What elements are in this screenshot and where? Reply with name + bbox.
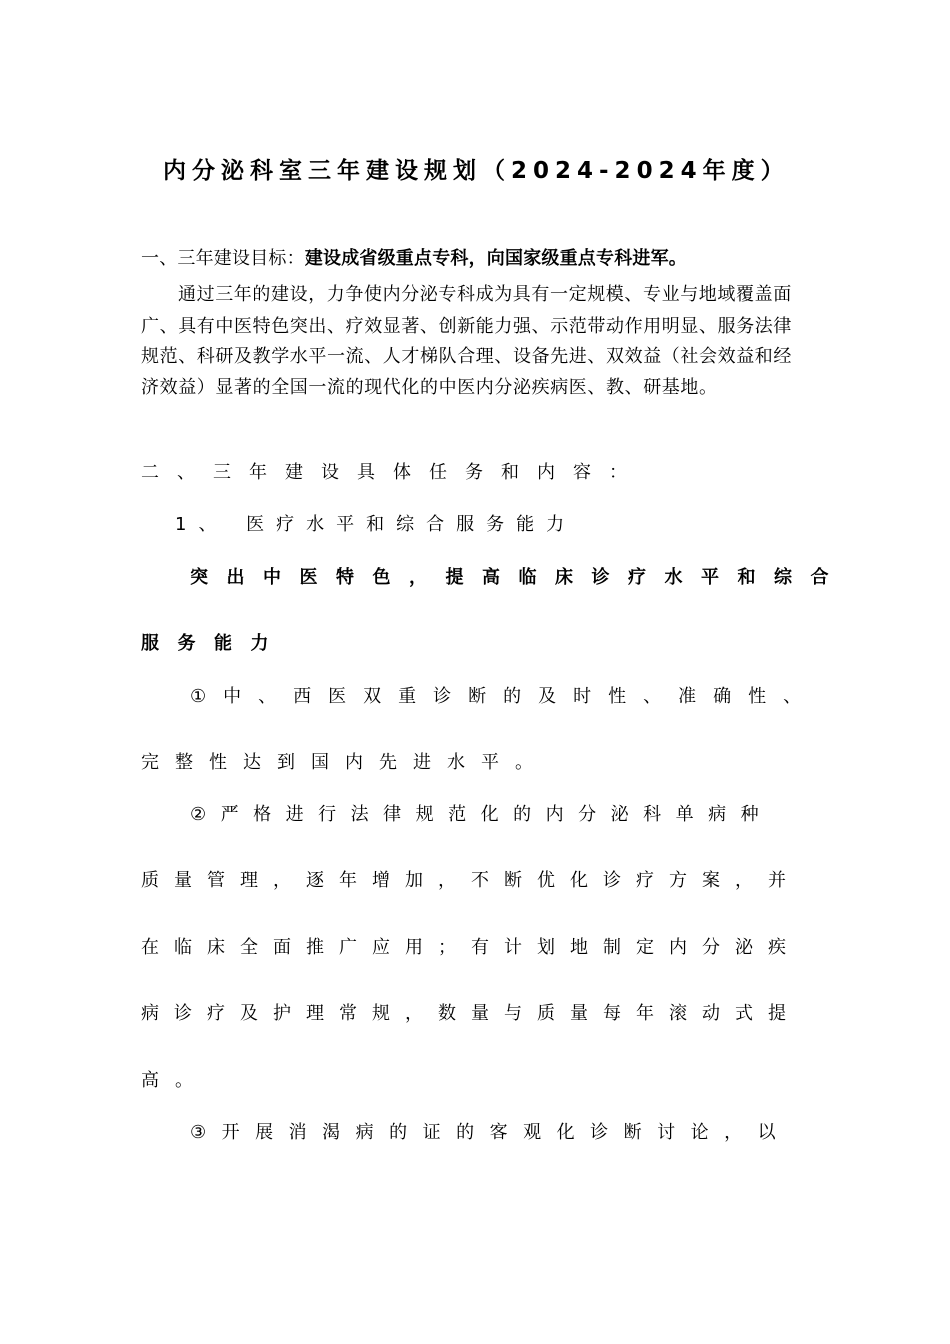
- item-line: 高。: [141, 1070, 209, 1091]
- goal-paragraph-line: 济效益）显著的全国一流的现代化的中医内分泌疾病医、教、研基地。: [141, 377, 718, 398]
- item-line: ②严格进行法律规范化的内分泌科单病种: [190, 804, 774, 825]
- subsection-lead-line: 服务能力: [141, 633, 287, 654]
- item-line: 病诊疗及护理常规，数量与质量每年滚动式提: [141, 1003, 801, 1024]
- section-heading: 二、三年建设具体任务和内容：: [141, 462, 645, 483]
- goal-paragraph-line: 广、具有中医特色突出、疗效显著、创新能力强、示范带动作用明显、服务法律: [141, 316, 792, 337]
- subsection-heading: 1、 医疗水平和综合服务能力: [175, 514, 577, 535]
- goal-paragraph-line: 通过三年的建设，力争使内分泌专科成为具有一定规模、专业与地域覆盖面: [178, 284, 792, 305]
- goal-text: 建设成省级重点专科，向国家级重点专科进军。: [304, 248, 688, 269]
- goal-paragraph-line: 规范、科研及教学水平一流、人才梯队合理、设备先进、双效益（社会效益和经: [141, 346, 792, 367]
- goal-label: 一、三年建设目标：: [141, 248, 305, 269]
- item-line: 在临床全面推广应用；有计划地制定内分泌疾: [141, 937, 801, 958]
- subsection-lead-line: 突出中医特色，提高临床诊疗水平和综合: [190, 567, 847, 588]
- page-title: 内分泌科室三年建设规划（2024-2024年度）: [163, 158, 790, 184]
- item-line: ①中、西医双重诊断的及时性、准确性、: [190, 686, 819, 707]
- item-line: 质量管理，逐年增加，不断优化诊疗方案，并: [141, 870, 801, 891]
- goal-line: [141, 247, 687, 271]
- item-line: 完整性达到国内先进水平。: [141, 752, 549, 773]
- item-line: ③开展消渴病的证的客观化诊断讨论，以: [190, 1122, 792, 1143]
